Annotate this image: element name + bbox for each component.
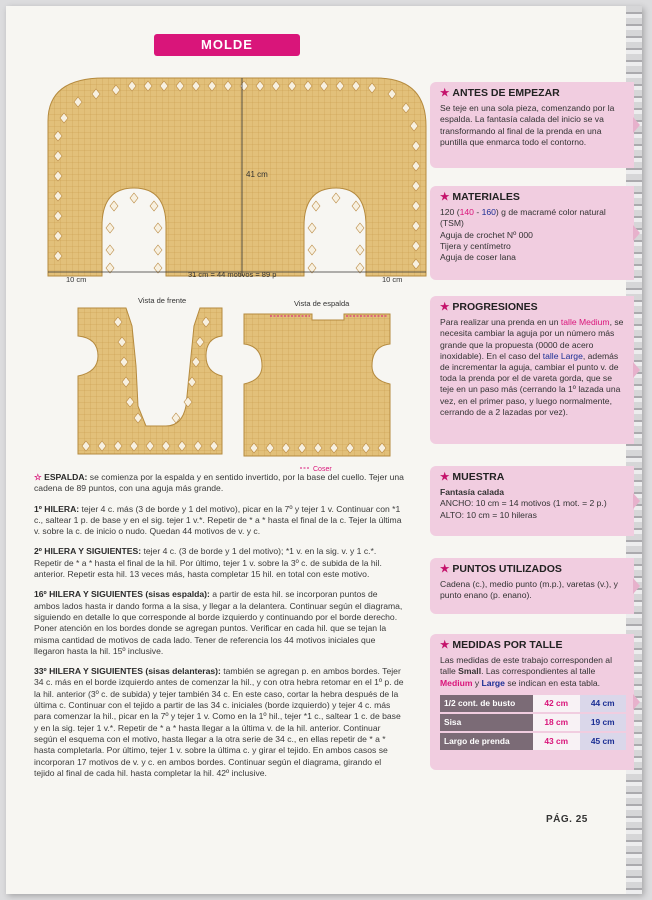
back-view-label: Vista de espalda [294, 299, 350, 308]
box-materiales [430, 186, 634, 280]
paragraph-hilera-2 [34, 546, 404, 580]
front-view-shape [78, 308, 222, 454]
paragraph-head: 16º HILERA Y SIGUIENTES (sisas espalda): [34, 589, 210, 600]
paragraph-text: a partir de esta hil. se incorporan puntos de ambos lados hasta ir dando forma a la sisa, y llegar a la delantera. Continuar según el diagrama, siguiendo en detalle lo que corresponde al borde izquierdo y continuando por el borde derecho. Poner atención en los bordes donde se agregan puntos. Verificar en cada hil. que se tejan la misma cantidad de motivos de cada lado. Tener de referencia los 44 motivos iniciales que llegaron hasta la hil. 15º inclusive. [34, 589, 403, 656]
progress-text: , se necesita cambiar la aguja por un número más grande que la propuesta (0000 de acero inoxidable). En el caso del [440, 317, 624, 361]
box-title: PROGRESIONES [452, 301, 538, 313]
materials-line: Aguja de crochet Nº 000 [440, 229, 533, 240]
medidas-text: . Las correspondientes al talle [481, 666, 596, 677]
star-icon: ★ [440, 191, 450, 203]
row-label: 1/2 cont. de busto [440, 695, 533, 713]
box-antes-de-empezar [430, 82, 634, 168]
materials-text: ) g de macramé color natural (TSM) [440, 207, 606, 229]
materials-text: 120 ( [440, 207, 460, 218]
muestra-line: ANCHO: 10 cm = 14 motivos (1 mot. = 2 p.) [440, 498, 607, 509]
paragraph-text: se comienza por la espalda y en sentido invertido, por la base del cuello. Tejer una cadena de 89 puntos, con una aguja más grande. [34, 472, 404, 494]
star-icon: ★ [440, 471, 450, 483]
box-title: MUESTRA [452, 471, 505, 483]
medium-value: 42 cm [533, 695, 580, 713]
talle-small: Small [458, 666, 482, 677]
talle-medium: talle Medium [560, 317, 610, 328]
box-title: MEDIDAS POR TALLE [452, 639, 563, 651]
talle-medium: Medium [440, 677, 473, 688]
page-number: PÁG. 25 [546, 814, 588, 825]
paragraph-head: 1º HILERA: [34, 503, 80, 514]
paragraph-text: tejer 4 c. (3 de borde y 1 del motivo); *1 v. en la sig. v. y 1 c.*. Repetir de * a * hasta el final de la hil. Por último, tejer 1 v. sobre la 3º c. de subida de la hil. anterior. Repetir esta hil. 13 veces más, hasta completar 15 hil. en total con este motivo. [34, 546, 382, 580]
box-puntos-utilizados [430, 558, 634, 614]
large-amount: 160 [481, 207, 496, 218]
paragraph-head: 33º HILERA Y SIGUIENTES (sisas delanteras): [34, 666, 221, 677]
progress-text: Para realizar una prenda en un [440, 317, 561, 328]
paragraph-espalda [34, 472, 404, 495]
paragraph-text: también se agregan p. en ambos bordes. Tejer 34 c. más en el borde izquierdo antes de comenzar la hil., y con otra hebra retomar en el 1º p. de la hil. anterior (3º c. de subida) y tejer también 34 c. En este caso, cortar la hebra después de la última c. Continuar con el tejido a partir de las 34 c. iniciales (borde izquierdo) y tejer 4 c. más para comenzar la hil., picar en la 7º y tejer 1 v. Como en la 1º hil., tejer *1 c., saltear 1 c. de base y en la sig. tejer 1 v.*. Repetir de * a * hasta llegar a la última v. de la hil. anterior. Continuar según el esquema con el motivo, hasta llegar a la otra serie de 34 c., en ellas repetir de * a * hasta completarla. Por último, tejer 1 v. sobre la última c. y girar el tejido. En ambos casos se incorporan 17 motivos de v. y c. en ambos bordes. Continuar según el diagrama, girando el tejido al final de cada hil. hasta completar la hil. 42º inclusive. [34, 666, 404, 778]
paragraph-hilera-33 [34, 666, 404, 779]
center-width-label: 31 cm = 44 motivos = 89 p [188, 270, 277, 279]
talle-large: Large [481, 677, 505, 688]
box-title: MATERIALES [452, 191, 520, 203]
star-icon: ★ [440, 87, 450, 99]
medium-value: 18 cm [533, 713, 580, 732]
materials-text: - [473, 207, 482, 218]
sew-label: Coser [313, 466, 332, 473]
medium-amount: 140 [459, 207, 474, 218]
paragraph-head: ESPALDA: [44, 472, 88, 482]
star-icon: ★ [440, 639, 450, 651]
large-value: 19 cm [580, 713, 627, 732]
materials-line: Aguja de coser lana [440, 252, 516, 263]
medidas-text: se indican en esta tabla. [504, 677, 601, 688]
box-progresiones [430, 296, 634, 444]
back-view-shape [244, 314, 390, 456]
table-row [440, 713, 626, 732]
large-value: 44 cm [580, 695, 627, 713]
magazine-page [6, 6, 642, 894]
medidas-text: y [472, 677, 482, 688]
muestra-line: ALTO: 10 cm = 10 hileras [440, 509, 537, 520]
star-icon: ★ [440, 563, 450, 575]
box-muestra [430, 466, 634, 536]
row-label: Largo de prenda [440, 732, 533, 751]
medidas-text: Las medidas de este trabajo corresponden al talle [440, 655, 612, 677]
star-outline-icon: ☆ [34, 472, 45, 482]
box-text: Se teje en una sola pieza, comenzando por la espalda. La fantasía calada del inicio se va transformando al final de la prenda en una puntilla que enmarca todo el contorno. [440, 103, 615, 147]
table-row [440, 695, 626, 713]
paragraph-hilera-1 [34, 504, 404, 538]
left-width-label: 10 cm [66, 275, 87, 284]
row-label: Sisa [440, 713, 533, 732]
star-icon: ★ [440, 301, 450, 313]
table-row [440, 732, 626, 751]
yoke-shape [48, 78, 426, 276]
large-value: 45 cm [580, 732, 627, 751]
back-view-motifs [250, 443, 386, 453]
paragraph-head: 2º HILERA Y SIGUIENTES: [34, 546, 142, 557]
front-view-label: Vista de frente [138, 296, 187, 305]
box-medidas-por-talle [430, 634, 634, 770]
box-title: PUNTOS UTILIZADOS [452, 563, 562, 575]
box-title: ANTES DE EMPEZAR [452, 87, 560, 99]
talle-large: talle Large [542, 350, 583, 361]
sizes-table [440, 695, 626, 753]
box-text: Cadena (c.), medio punto (m.p.), varetas (v.), y punto enano (p. enano). [440, 579, 618, 601]
paragraph-text: tejer 4 c. más (3 de borde y 1 del motivo), picar en la 7º y tejer 1 v. Continuar con *1 c., saltear 1 p. de base y en el sig. tejer 1 v.*. Repetir de * a * hasta el final de la c. Tejer la última v. sobre la c. de inicio o nudo. Quedan 44 motivos de v. y c. [34, 503, 402, 537]
paragraph-hilera-16 [34, 589, 404, 657]
materials-line: Tijera y centímetro [440, 240, 511, 251]
muestra-line: Fantasía calada [440, 487, 505, 498]
instructions [34, 472, 404, 788]
medium-value: 43 cm [533, 732, 580, 751]
molde-title: MOLDE [154, 34, 300, 56]
right-width-label: 10 cm [382, 275, 403, 284]
progress-text: , además de incrementar la aguja, cambiar el punto v. de toda la prenda por el de vareta gorda, que se teje en un paso más (cerrando la 1º lazada una vez, en el primer paso, y luego normalmente, cerrando de a 2 lazadas por vez). [440, 350, 621, 417]
height-label: 41 cm [246, 170, 268, 179]
